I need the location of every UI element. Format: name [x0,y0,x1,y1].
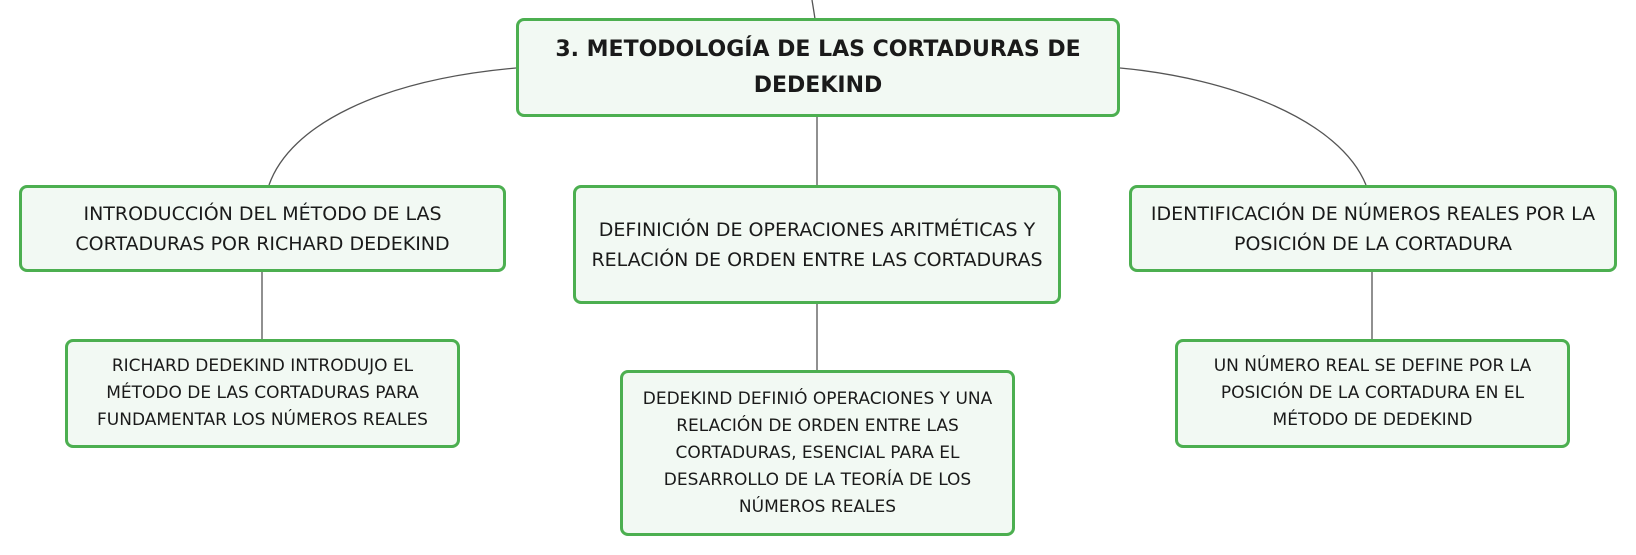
topic-node-introduccion[interactable] [19,185,506,272]
subtopic-label-introduccion: RICHARD DEDEKIND INTRODUJO EL MÉTODO DE LAS CORTADURAS PARA FUNDAMENTAR LOS NÚMEROS REALES [97,356,428,430]
topic-label-introduccion: INTRODUCCIÓN DEL MÉTODO DE LAS CORTADURAS POR RICHARD DEDEKIND [75,202,450,255]
subtopic-label-operaciones: DEDEKIND DEFINIÓ OPERACIONES Y UNA RELACIÓN DE ORDEN ENTRE LAS CORTADURAS, ESENCIAL PARA EL DESARROLLO DE LA TEORÍA DE LOS NÚMEROS REALES [642,388,993,517]
connector-root-to-identificacion [1120,68,1366,185]
topic-node-identificacion[interactable] [1129,185,1617,272]
topic-node-operaciones[interactable] [573,185,1061,304]
subtopic-node-identificacion[interactable] [1175,339,1570,448]
topic-label-operaciones: DEFINICIÓN DE OPERACIONES ARITMÉTICAS Y RELACIÓN DE ORDEN ENTRE LAS CORTADURAS [591,218,1043,271]
subtopic-node-introduccion[interactable] [65,339,460,448]
subtopic-node-operaciones[interactable] [620,370,1015,536]
connector-from-parent [812,0,815,19]
central-topic-label: 3. METODOLOGÍA DE LAS CORTADURAS DE DEDEKIND [555,36,1081,98]
subtopic-label-identificacion: UN NÚMERO REAL SE DEFINE POR LA POSICIÓN DE LA CORTADURA EN EL MÉTODO DE DEDEKIND [1213,356,1532,430]
central-topic-node[interactable] [516,18,1120,117]
connector-root-to-intro [269,68,516,185]
topic-label-identificacion: IDENTIFICACIÓN DE NÚMEROS REALES POR LA POSICIÓN DE LA CORTADURA [1150,202,1596,255]
